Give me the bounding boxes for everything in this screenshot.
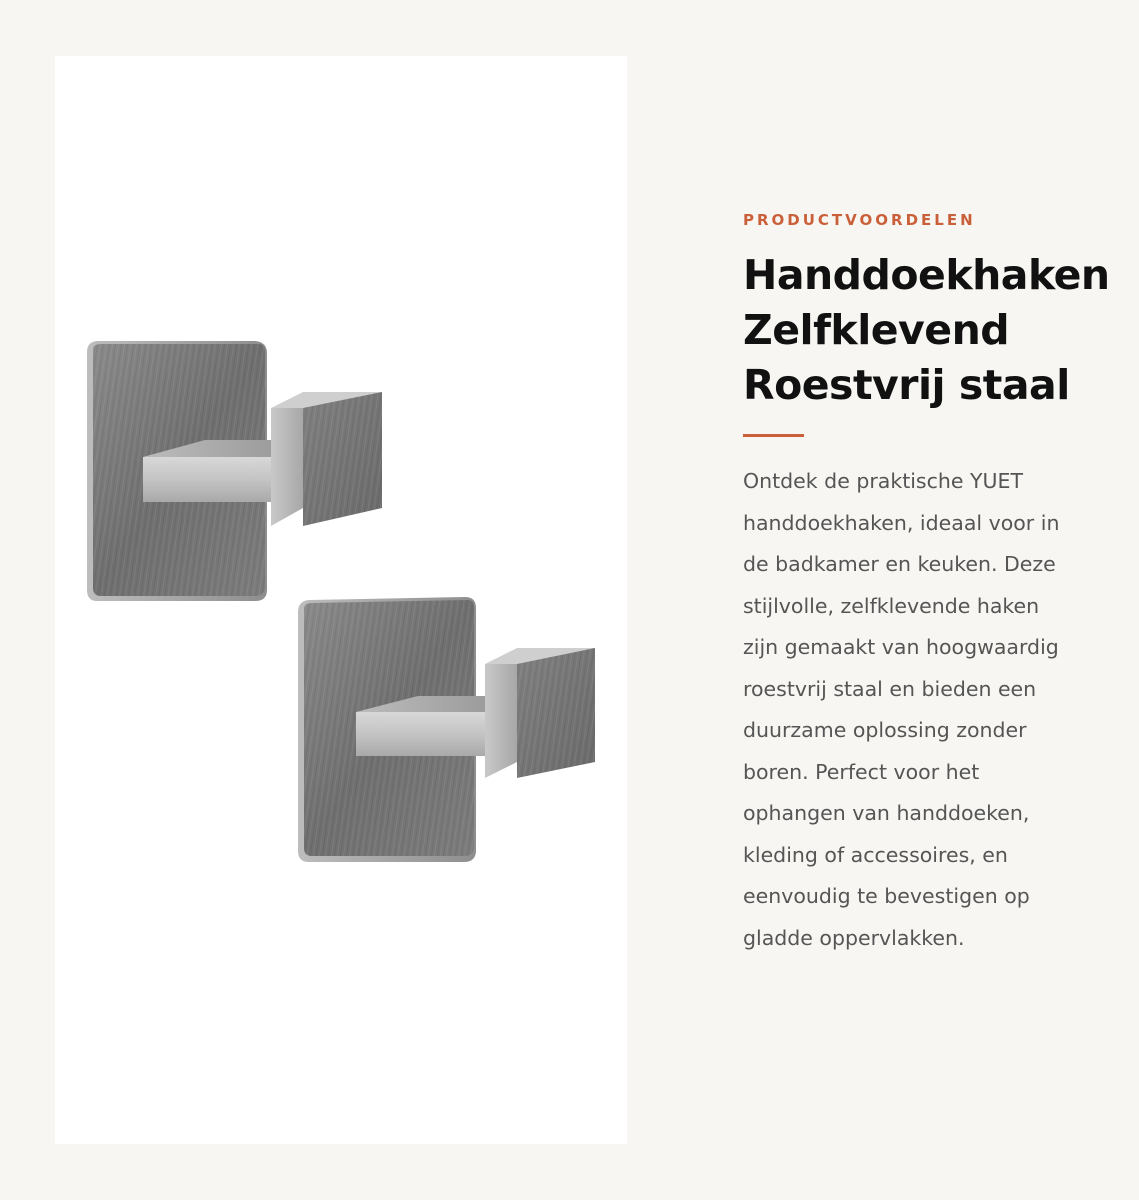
description-line: de badkamer en keuken. Deze <box>743 552 1056 576</box>
description-line: duurzame oplossing zonder <box>743 718 1027 742</box>
product-title-line: Handdoekhaken <box>743 251 1110 299</box>
product-title-line: Zelfklevend <box>743 306 1010 354</box>
description-line: boren. Perfect voor het <box>743 759 980 784</box>
towel-hook-top <box>87 341 382 601</box>
description-line: roestvrij staal en bieden een <box>743 676 1037 701</box>
towel-hook-bottom <box>298 597 595 862</box>
description-line: eenvoudig te bevestigen op <box>743 884 1030 908</box>
description-line: handdoekhaken, ideaal voor in <box>743 510 1060 535</box>
product-benefits-section <box>743 206 1139 959</box>
description-line: ophangen van handdoeken, <box>743 801 1030 825</box>
description-line: zijn gemaakt van hoogwaardig <box>743 635 1059 659</box>
section-eyebrow: PRODUCTVOORDELEN <box>743 211 976 229</box>
product-title <box>743 248 1139 413</box>
description-line: stijlvolle, zelfklevende haken <box>743 593 1040 618</box>
product-description <box>743 461 1135 959</box>
accent-divider <box>743 434 804 437</box>
product-title-line: Roestvrij staal <box>743 361 1070 409</box>
description-line: kleding of accessoires, en <box>743 842 1008 867</box>
product-image-panel <box>55 56 627 1144</box>
description-line: Ontdek de praktische YUET <box>743 469 1024 493</box>
product-image <box>55 56 627 1144</box>
description-line: gladde oppervlakken. <box>743 925 965 950</box>
